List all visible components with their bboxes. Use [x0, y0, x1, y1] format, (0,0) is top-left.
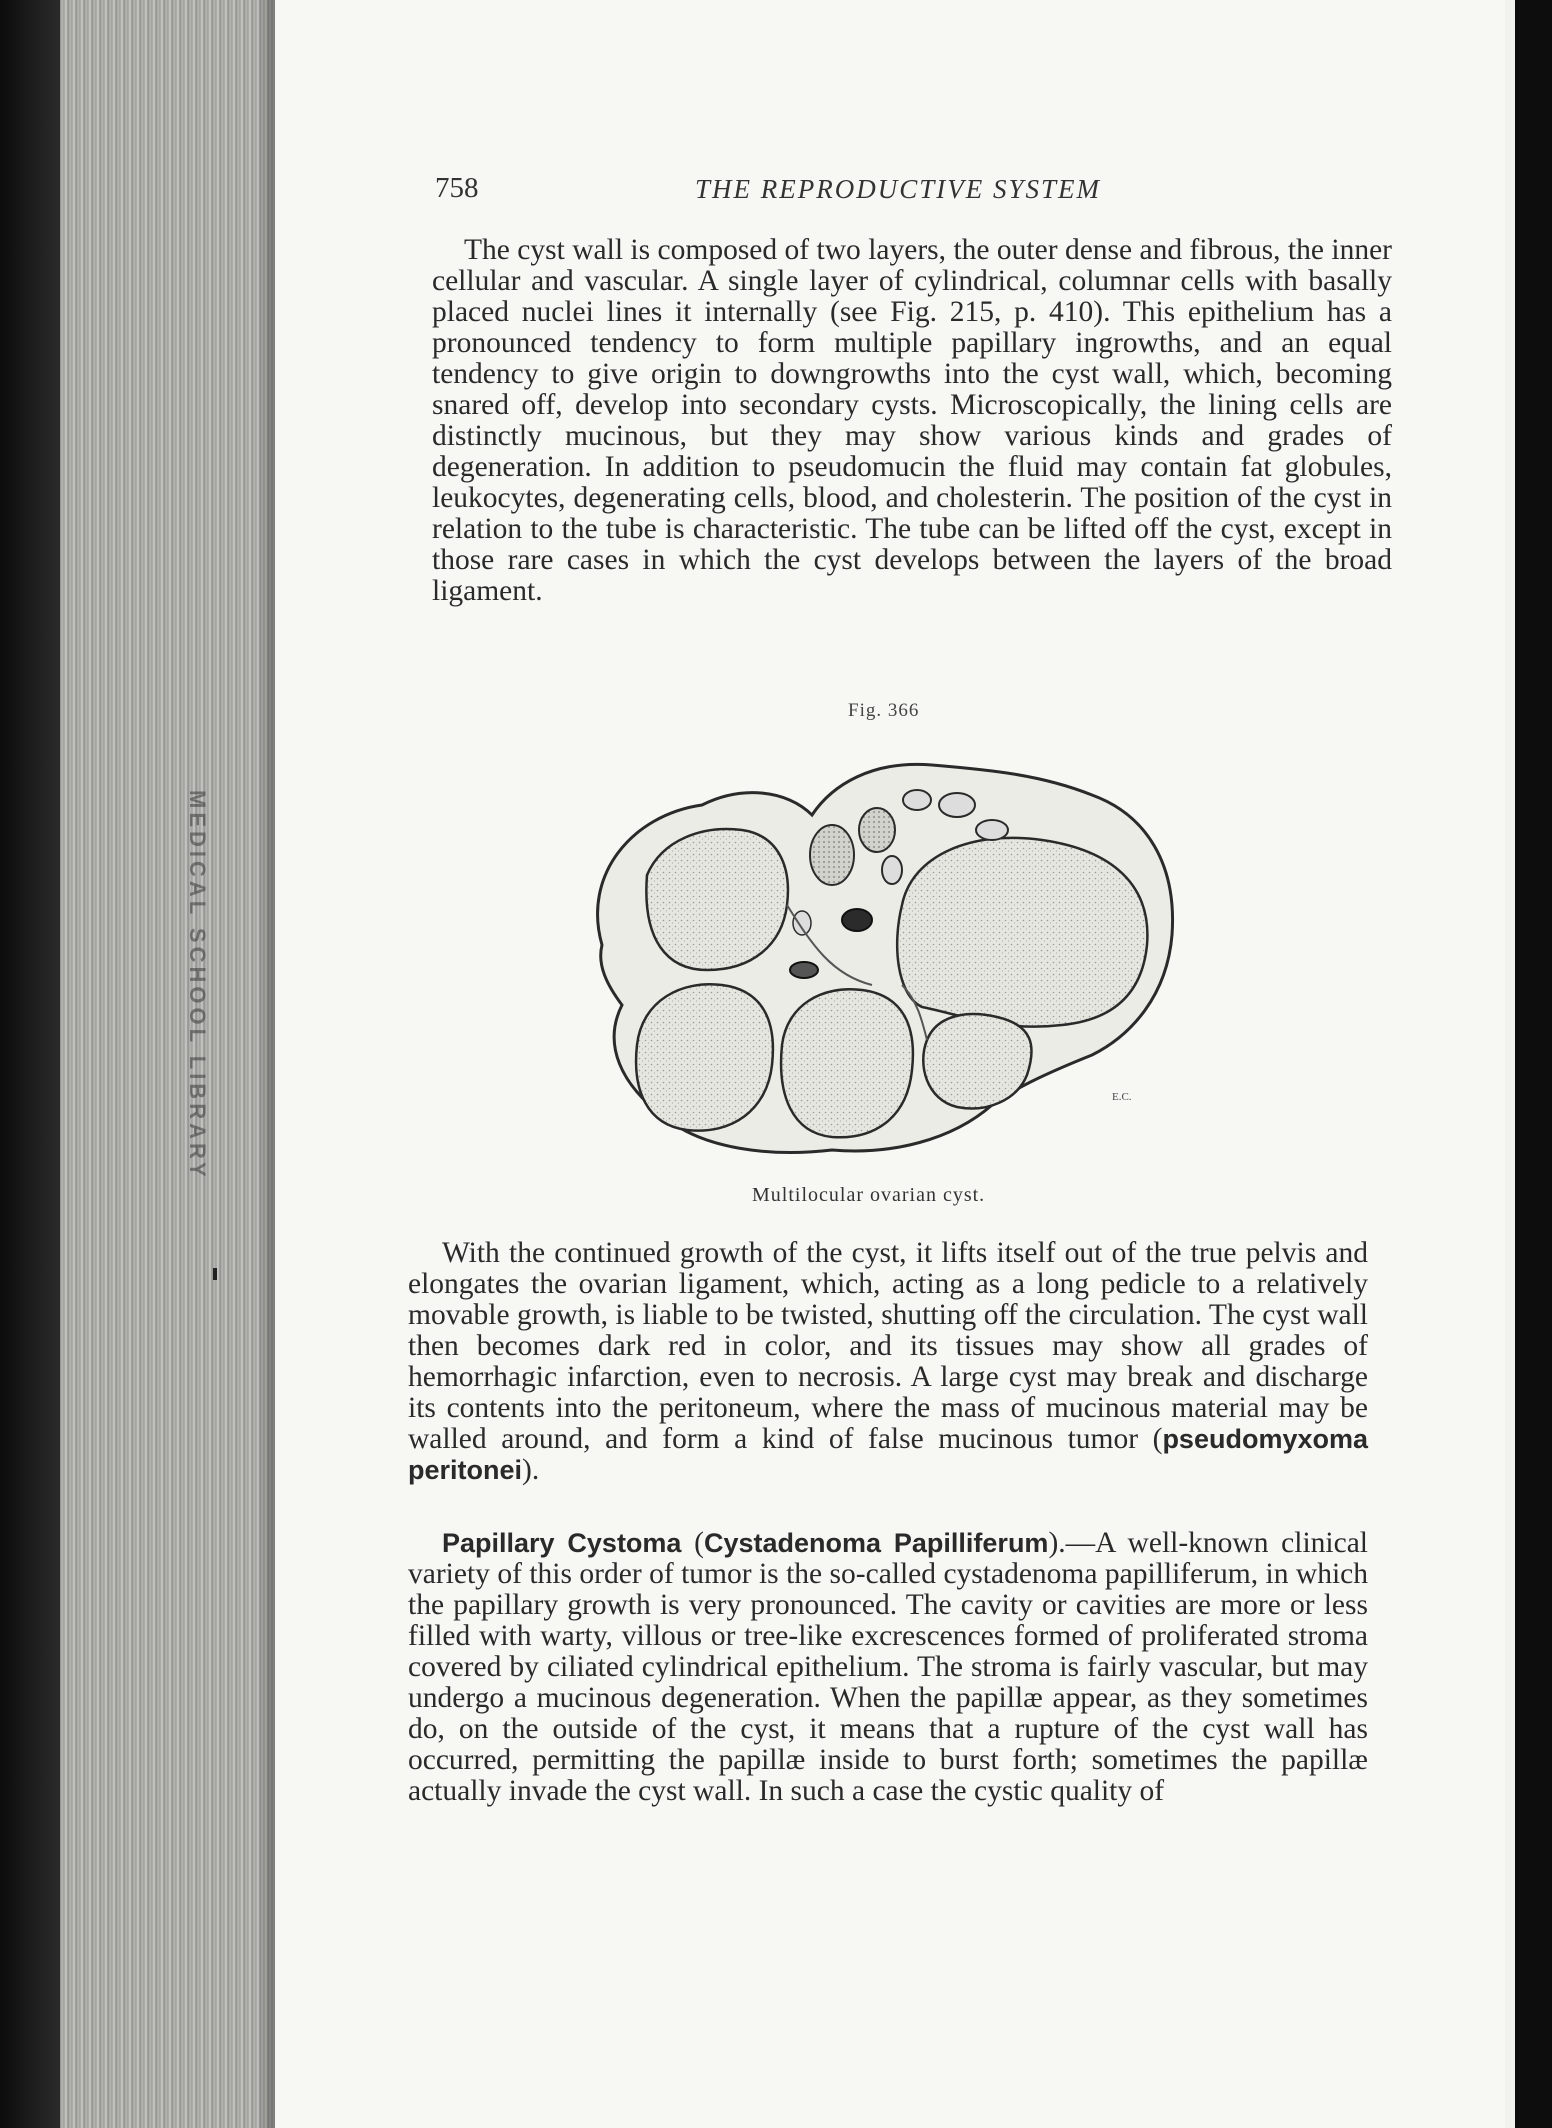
right-background: [1505, 0, 1552, 2128]
figure-multilocular-cyst: [572, 745, 1182, 1165]
book-gutter-shadow: [0, 0, 60, 2128]
figure-label: Fig. 366: [848, 700, 920, 721]
small-locule: [859, 808, 895, 852]
figure-caption: Multilocular ovarian cyst.: [752, 1184, 986, 1206]
running-head: [435, 170, 1395, 215]
artist-initials: E.C.: [1112, 1091, 1132, 1103]
paragraph2-text: With the continued growth of the cyst, it lifts itself out of the true pelvis and elongates the ovarian ligament, which, acting as a long pedicle to a relatively movable growth, is liable to be twisted, shutting off the circulation. The cyst wall then becomes dark red in color, and its tissues may show all grades of hemorrhagic infarction, even to necrosis. A large cyst may break and discharge its contents into the peritoneum, where the mass of mucinous material may be walled around, and form a kind of false mucinous tumor (: [408, 1237, 1368, 1455]
margin-mark: [213, 1268, 217, 1280]
heading-open-paren: (: [681, 1527, 704, 1559]
small-locule: [810, 825, 854, 885]
bottom-middle-locule: [781, 989, 913, 1137]
cyst-illustration: [572, 745, 1182, 1165]
small-locule: [793, 911, 811, 935]
paragraph2-close: ).: [522, 1454, 540, 1486]
large-locule: [897, 838, 1147, 1027]
small-locule: [882, 856, 902, 884]
bold-term-pseudomyxoma: pseudomyxoma peritonei: [408, 1424, 1368, 1485]
subheading-cystadenoma: Cystadenoma Papilliferum: [704, 1528, 1049, 1558]
paragraph-cyst-wall: The cyst wall is composed of two layers, the outer dense and fibrous, the inner cellular and vascular. A single layer of cylindrical, columnar cells with basally placed nuclei lines it internally (see Fig. 215, p. 410). This epithelium has a pronounced tendency to form multiple papillary ingrowths, and an equal tendency to give origin to downgrowths into the cyst wall, which, becoming snared off, develop into secondary cysts. Microscopically, the lining cells are distinctly mucinous, but they may show various kinds and grades of degeneration. In addition to pseudomucin the fluid may contain fat globules, leukocytes, degenerating cells, blood, and cholesterin. The position of the cyst in relation to the tube is characteristic. The tube can be lifted off the cyst, except in those rare cases in which the cyst develops between the layers of the broad ligament.: [432, 234, 1392, 607]
small-locule: [976, 820, 1008, 840]
small-locule: [903, 790, 931, 810]
page-number: 758: [435, 172, 479, 204]
library-stamp: MEDICAL SCHOOL LIBRARY: [185, 790, 210, 1181]
running-title: THE REPRODUCTIVE SYSTEM: [695, 174, 1101, 204]
small-locule: [939, 793, 975, 817]
bottom-left-locule: [636, 984, 773, 1130]
dark-locule: [842, 909, 872, 931]
dark-locule: [790, 962, 818, 978]
paragraph-papillary-cystoma: [408, 1528, 1368, 1807]
paragraph-cyst-growth: [408, 1238, 1368, 1486]
upper-left-locule: [646, 829, 788, 970]
bottom-right-locule: [923, 1014, 1031, 1108]
heading-papillary-cystoma: Papillary Cystoma: [442, 1528, 682, 1558]
paragraph3-text: ).—A well-known clinical variety of this order of tumor is the so-called cystadenoma papilliferum, in which the papillary growth is very pronounced. The cavity or cavities are more or less filled with warty, villous or tree-like excrescences formed of proliferated stroma covered by ciliated cylindrical epithelium. The stroma is fairly vascular, but may undergo a mucinous degeneration. When the papillæ appear, as they sometimes do, on the outside of the cyst, it means that a rupture of the cyst wall has occurred, permitting the papillæ inside to burst forth; sometimes the papillæ actually invade the cyst wall. In such a case the cystic quality of: [408, 1527, 1368, 1807]
